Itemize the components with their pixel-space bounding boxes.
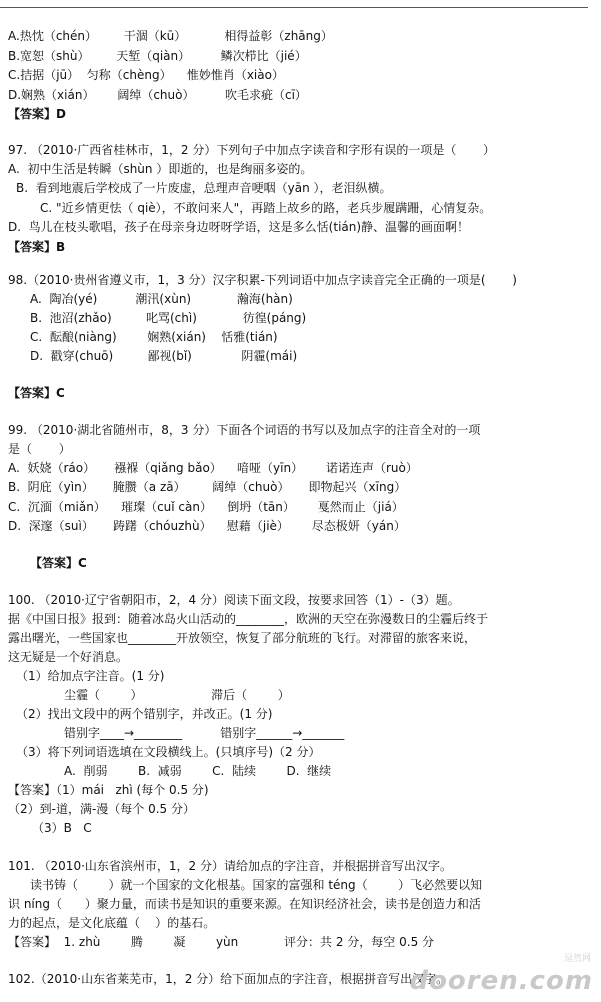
- text-line-8: B. 看到地震后学校成了一片废虚，总理声音哽咽（yān ），老泪纵横。: [16, 181, 392, 195]
- text-line-18: 99. （2010·湖北省随州市，8，3 分）下面各个词语的书写以及加点字的注音全对的一项: [8, 423, 481, 437]
- text-line-22: C. 沉湎（miǎn） 璀璨（cuǐ càn） 倒坍（tān） 戛然而止（jiá）: [8, 500, 404, 514]
- text-line-40: 识 níng（ ）聚力量，而读书是知识的重要来源。在知识经济社会，读书是创造力和活: [8, 897, 481, 911]
- text-line-36: （2）到-道，满-漫（每个 0.5 分）: [8, 802, 196, 816]
- text-line-9: C. "近乡情更怯（ qiè），不敢问来人"，再踏上故乡的路，老兵步履蹒跚，心情复杂。: [40, 201, 492, 215]
- text-line-1: A.热忱（chén） 干涸（kū） 相得益彰（zhāng）: [8, 29, 333, 43]
- text-line-16: D. 戳穿(chuō) 鄙视(bǐ) 阴霾(mái): [30, 349, 298, 363]
- watermark-logo: dooren.com: [409, 966, 593, 996]
- text-line-11: 【答案】B: [8, 240, 66, 254]
- text-line-39: 读书铸（ ）就一个国家的文化根基。国家的富强和 téng（ ）飞必然要以知: [30, 878, 483, 892]
- text-line-3: C.拮据（jū） 匀称（chèng） 惟妙惟肖（xiào）: [8, 68, 284, 82]
- text-line-30: 尘霾（ ） 滞后（ ）: [64, 688, 290, 702]
- text-line-26: 据《中国日报》报到：随着冰岛火山活动的________，欧洲的天空在弥漫数日的尘霾后终于: [8, 612, 489, 626]
- text-line-43: 102.（2010·山东省莱芜市，1，2 分）给下面加点的字注音，根据拼音写出汉字。: [8, 972, 449, 986]
- text-line-6: 97. （2010·广西省桂林市，1，2 分）下列句子中加点字读音和字形有误的一项是（ ）: [8, 143, 496, 157]
- watermark-small: 逗然网: [563, 954, 591, 964]
- text-line-10: D. 鸟儿在枝头歌唱，孩子在母亲身边呀呀学语，这是多么恬(tián)静、温馨的画面啊！: [8, 220, 470, 234]
- text-line-27: 露出曙光，一些国家也________开放领空，恢复了部分航班的飞行。对滞留的旅客来说，: [8, 631, 477, 645]
- text-line-21: B. 阴庇（yìn） 腌臜（a zā） 阔绰（chuò） 即物起兴（xīng）: [8, 480, 407, 494]
- text-line-41: 力的起点，是文化底蕴（ ）的基石。: [8, 916, 216, 930]
- text-line-20: A. 妖娆（ráo） 襁褓（qiǎng bǎo） 喑哑（yīn） 诺诺连声（ruò）: [8, 461, 418, 475]
- text-line-34: A. 削弱 B. 减弱 C. 陆续 D. 继续: [64, 764, 332, 778]
- text-line-24: 【答案】C: [30, 556, 87, 570]
- text-line-12: 98.（2010·贵州省遵义市，1，3 分）汉字积累-下列词语中加点字读音完全正确的一项是( ): [8, 273, 517, 287]
- text-line-17: 【答案】C: [8, 386, 65, 400]
- text-line-25: 100. （2010·辽宁省朝阳市，2，4 分）阅读下面文段，按要求回答（1）-（3）题。: [8, 593, 460, 607]
- text-line-19: 是（ ）: [8, 442, 71, 456]
- text-line-33: （3）将下列词语选填在文段横线上。(只填序号)（2 分）: [16, 745, 321, 759]
- text-line-42: 【答案】 1. zhù 腾 凝 yùn 评分：共 2 分，每空 0.5 分: [8, 935, 435, 949]
- text-line-29: （1）给加点字注音。(1 分): [16, 669, 165, 683]
- text-line-2: B.宽恕（shù） 天堑（qiàn） 鳞次栉比（jié）: [8, 49, 307, 63]
- text-line-14: B. 池沼(zhǎo) 叱骂(chì) 彷徨(páng): [30, 311, 307, 325]
- text-line-32: 错别字____→________ 错别字______→_______: [64, 726, 345, 740]
- text-line-38: 101. （2010·山东省滨州市，1，2 分）请给加点的字注音，并根据拼音写出汉字。: [8, 859, 452, 873]
- text-line-7: A. 初中生活是转瞬（shùn ）即逝的，也是绚丽多姿的。: [8, 162, 313, 176]
- text-line-35: 【答案】（1）mái zhì (每个 0.5 分): [8, 783, 209, 797]
- text-line-13: A. 陶冶(yé) 潮汛(xùn) 瀚海(hàn): [30, 292, 293, 306]
- text-line-4: D.娴熟（xián） 阔绰（chuò） 吹毛求疵（cī）: [8, 88, 307, 102]
- text-line-5: 【答案】D: [8, 107, 66, 121]
- top-rule: [0, 7, 588, 8]
- text-line-37: （3）B C: [32, 821, 92, 835]
- text-line-23: D. 深邃（suì） 踌躇（chóuzhù） 慰藉（jiè） 尽态极妍（yán）: [8, 519, 406, 533]
- text-line-15: C. 酝酿(niàng) 娴熟(xián) 恬雅(tián): [30, 330, 278, 344]
- text-line-31: （2）找出文段中的两个错别字，并改正。(1 分): [16, 707, 273, 721]
- text-line-28: 这无疑是一个好消息。: [8, 650, 129, 664]
